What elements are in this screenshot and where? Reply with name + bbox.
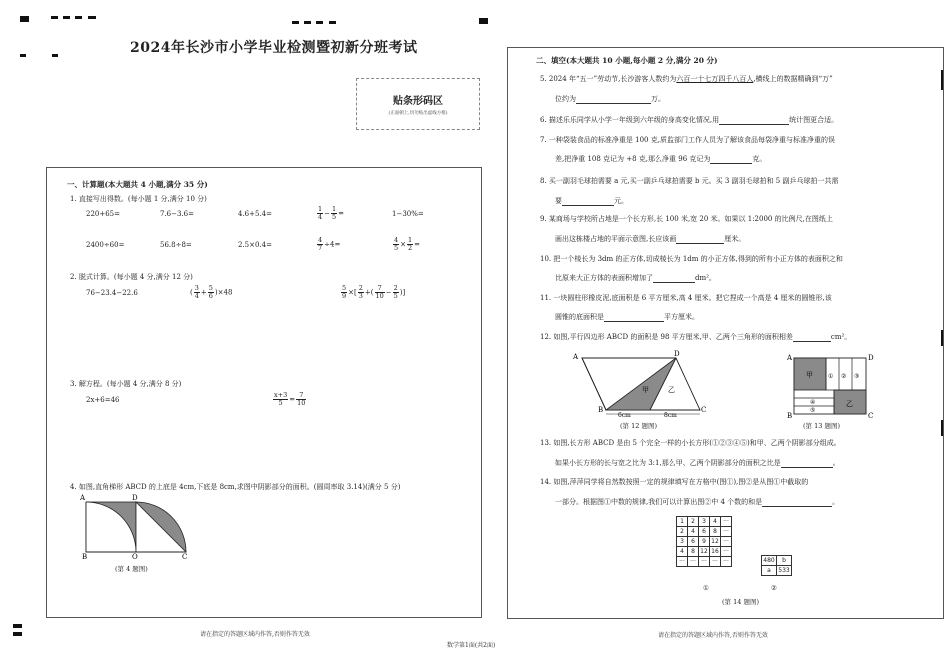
scan-mark (479, 18, 488, 24)
scan-mark (13, 632, 22, 636)
q13-label-jia: 甲 (806, 371, 813, 379)
q12-label-c: C (701, 406, 707, 414)
q10-line-2: 比原来大正方体的表面积增加了 dm²。 (555, 274, 716, 282)
barcode-label: 贴条形码区 (393, 96, 443, 107)
table-row: a 533 (762, 566, 792, 576)
answer-blank[interactable] (604, 313, 664, 322)
q4-caption: (第 4 题图) (115, 565, 148, 573)
right-footer-note: 请在指定的答题区域内作答,否则作答无效 (658, 632, 768, 639)
q4-label-o: O (132, 553, 138, 560)
q10-line-1: 10. 把一个棱长为 3dm 的正方体,切成棱长为 1dm 的小正方体,得到的所有小正方体的表面积之和 (540, 255, 843, 263)
left-footer-note: 请在指定的答题区域内作答,否则作答无效 (200, 631, 310, 638)
q12-label-b: B (598, 406, 604, 414)
q12-caption: (第 12 题图) (620, 422, 657, 430)
answer-blank[interactable] (762, 498, 832, 507)
q14-grid-1 (676, 516, 732, 567)
q14-grid-2 (761, 555, 792, 576)
answer-blank[interactable] (562, 197, 614, 206)
q1-item-fraction: $\frac{4}{7}$ ÷4= (318, 236, 341, 252)
q1-item: 1−30%= (392, 210, 424, 218)
q2-item-fraction: $\frac{5}{9}$ ×[ $\frac{2}{3}$ +( $\frac{7}{10}$ − $\frac{2}{5}$ )] (342, 284, 406, 300)
barcode-note: (正面朝上,切勿贴出虚线方框) (388, 111, 448, 116)
section-1-header: 一、计算题(本大题共 4 小题,满分 35 分) (67, 180, 208, 189)
scan-mark (292, 21, 299, 24)
q1-item-fraction: $\frac{4}{5}$ × $\frac{1}{2}$ = (394, 236, 421, 252)
q3-item: 2x+6=46 (86, 396, 120, 404)
q8-line-2: 要 元。 (555, 197, 628, 205)
q12-label-jia: 甲 (642, 386, 649, 394)
q12-measure-6cm: 6cm (618, 412, 631, 419)
scan-mark (941, 70, 943, 90)
q1-item: 2400÷60= (86, 241, 125, 249)
q13-label-d: D (868, 354, 874, 362)
scan-mark (75, 16, 82, 19)
q13-label-b: B (787, 412, 793, 420)
q2-item-fraction: ( $\frac{3}{4}$ + $\frac{5}{6}$ )×48 (190, 284, 233, 300)
q4-label-c: C (182, 553, 188, 560)
table-row: 2 4 6 8 ··· (677, 527, 732, 537)
q1-item: 2.5×0.4= (238, 241, 272, 249)
barcode-area (356, 78, 480, 130)
table-row: ··· ··· ··· ··· ··· (677, 557, 732, 567)
exam-title: 2024年长沙市小学毕业检测暨初新分班考试 (130, 40, 418, 56)
q12-measure-8cm: 8cm (664, 412, 677, 419)
q13-line-2: 如果小长方形的长与宽之比为 3:1,那么甲、乙两个阴影部分的面积之比是 。 (555, 459, 840, 467)
scan-mark (304, 21, 311, 24)
scan-mark (51, 16, 58, 19)
scan-mark (88, 16, 96, 19)
q14-number-grid (676, 516, 732, 567)
q3-item-fraction: $\frac{x+3}{5}$ = $\frac{7}{10}$ (274, 391, 306, 407)
q1-item: 56.8÷8= (160, 241, 192, 249)
q14-caption: (第 14 题图) (722, 598, 759, 606)
q12-line-ab (582, 358, 606, 410)
q8-line-1: 8. 买一副羽毛球拍需要 a 元,买一副乒乓球拍需要 b 元。买 3 副羽毛球拍和 5 副乒乓球拍一共需 (540, 177, 839, 185)
q12-label-yi: 乙 (668, 386, 675, 394)
q13-label-c: C (868, 412, 874, 420)
answer-blank[interactable] (719, 116, 789, 125)
q12-label-d: D (674, 350, 680, 358)
q13-cell-1: ① (828, 373, 834, 380)
q5-line-1: 5. 2024 年“五一”劳动节,长沙游客人数约为六百一十七万四千八百人,横线上的数据精确到“万” (540, 75, 833, 83)
q2-item: 76−23.4−22.6 (86, 289, 138, 297)
q14-line-2: 一部分。根据图①中数的规律,我们可以计算出图②中 4 个数的和是 。 (555, 498, 840, 506)
scan-mark (941, 330, 943, 346)
q13-cell-3: ③ (854, 373, 860, 380)
scan-mark (329, 21, 336, 24)
q11-line-2: 圆锥的底面积是 平方厘米。 (555, 313, 699, 321)
answer-blank[interactable] (653, 274, 695, 283)
table-row: 1 2 3 4 ··· (677, 517, 732, 527)
q13-label-a: A (787, 354, 793, 362)
table-row: 480 b (762, 556, 792, 566)
q13-rectangle-figure (786, 350, 878, 422)
q2-heading: 2. 脱式计算。(每小题 4 分,满分 12 分) (70, 273, 193, 281)
q13-label-yi: 乙 (846, 400, 853, 408)
q4-label-d: D (132, 494, 138, 502)
q7-line-1: 7. 一种袋装食品的标准净重是 100 克,质监部门工作人员为了解该食品每袋净重与标准净重的误 (540, 136, 835, 144)
scan-mark (52, 54, 58, 57)
scan-mark (63, 16, 70, 19)
q3-heading: 3. 解方程。(每小题 4 分,满分 8 分) (70, 380, 182, 388)
section-2-header: 二、填空(本大题共 10 小题,每小题 2 分,满分 20 分) (536, 56, 718, 65)
q1-heading: 1. 直接写出得数。(每小题 1 分,满分 10 分) (70, 195, 207, 203)
answer-blank[interactable] (576, 95, 651, 104)
q4-label-b: B (82, 553, 88, 560)
answer-blank[interactable] (793, 333, 831, 342)
answer-blank[interactable] (710, 155, 752, 164)
q13-cell-5: ⑤ (810, 407, 816, 414)
scan-mark (20, 54, 26, 57)
q1-item-fraction: $\frac{1}{4}$ − $\frac{1}{5}$ = (318, 205, 345, 221)
table-row: 4 8 12 16 ··· (677, 547, 732, 557)
q4-label-a: A (80, 494, 86, 502)
q13-cell-2: ② (841, 373, 847, 380)
q1-item: 220+65= (86, 210, 120, 218)
q4-heading: 4. 如图,直角梯形 ABCD 的上底是 4cm,下底是 8cm,求图中阴影部分的面积。(圆周率取 3.14)(满分 5 分) (70, 483, 401, 491)
q12-line: 12. 如图,平行四边形 ABCD 的面积是 98 平方厘米,甲、乙两个三角形的面积相差 cm²。 (540, 333, 852, 341)
q12-parallelogram-figure (570, 350, 710, 422)
scan-mark (13, 624, 22, 628)
q9-line-2: 画出这栋楼占地的平面示意图,长应该画 厘米。 (555, 235, 746, 243)
scan-mark (941, 420, 943, 436)
q11-line-1: 11. 一块圆柱形橡皮泥,底面积是 6 平方厘米,高 4 厘米。把它捏成一个高是 4 厘米的圆锥形,该 (540, 294, 832, 302)
q13-caption: (第 13 题图) (803, 422, 840, 430)
answer-blank[interactable] (781, 459, 833, 468)
q5-line-2: 位约为 万。 (555, 95, 665, 103)
q9-line-1: 9. 某商场与学校所占地是一个长方形,长 100 米,宽 20 米。如果以 1:2000 的比例尺,在图纸上 (540, 215, 833, 223)
q7-line-2: 差,把净重 108 克记为 +8 克,那么净重 96 克记为 克。 (555, 155, 767, 163)
scan-mark (20, 16, 29, 22)
q14-line-1: 14. 如图,萍萍同学将自然数按照一定的规律填写在方格中(图①),图②是从图①中截取的 (540, 478, 809, 486)
q14-excerpt-grid (761, 555, 792, 576)
q1-item: 7.6−3.6= (160, 210, 194, 218)
q1-item: 4.6+5.4= (238, 210, 272, 218)
q14-figure-1-label: ① (703, 584, 709, 592)
answer-blank[interactable] (676, 235, 724, 244)
q14-figure-2-label: ② (771, 584, 777, 592)
table-row: 3 6 9 12 ··· (677, 537, 732, 547)
q6-line: 6. 描述乐乐同学从小学一年级到六年级的身高变化情况,用 统计图更合适。 (540, 116, 839, 124)
q12-shaded-triangle-jia (606, 358, 676, 410)
q12-label-a: A (573, 353, 579, 361)
page-number: 数学第1面(共2面) (447, 642, 496, 649)
q13-cell-4: ④ (810, 399, 816, 406)
scan-mark (316, 21, 323, 24)
q13-line-1: 13. 如图,长方形 ABCD 是由 5 个完全一样的小长方形(①②③④⑤)和甲、乙两个阴影部分组成。 (540, 439, 841, 447)
q4-trapezoid-figure (76, 492, 192, 560)
